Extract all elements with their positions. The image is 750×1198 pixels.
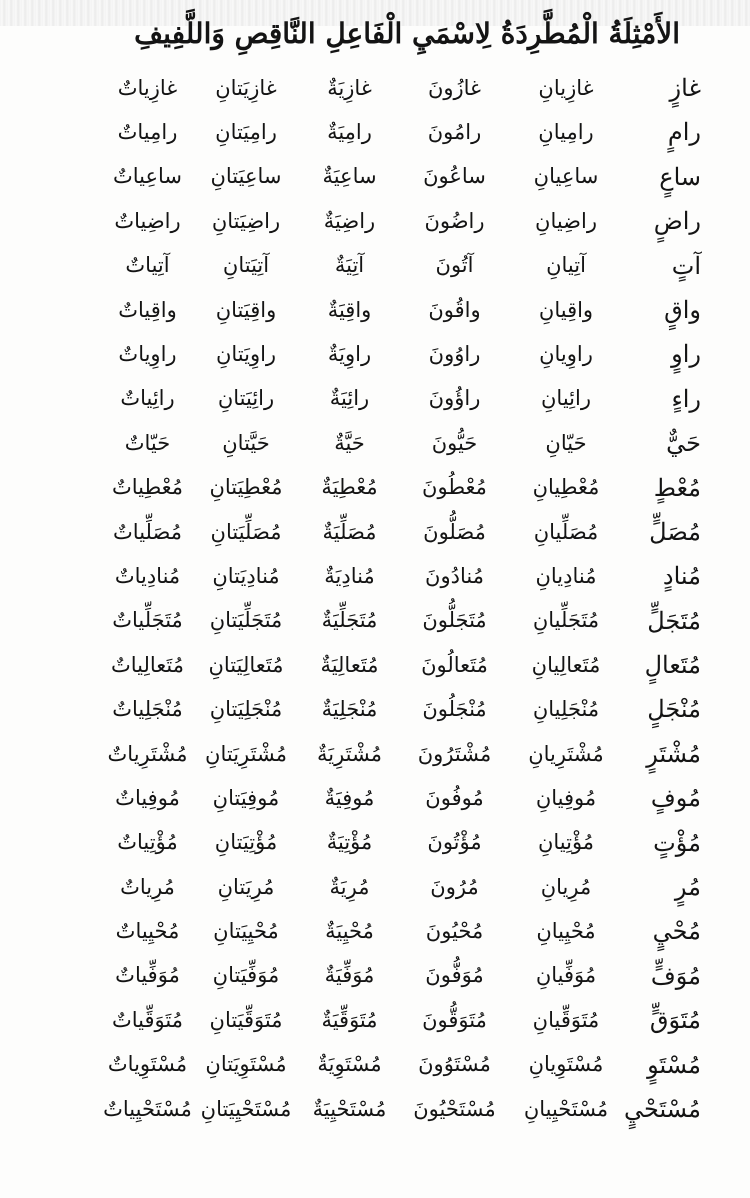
feminine-singular-cell: مُشْتَرِيَةٌ bbox=[316, 741, 382, 766]
base-form-cell: راضٍ bbox=[653, 207, 701, 236]
feminine-singular-cell: حَيَّةٌ bbox=[334, 430, 365, 455]
masculine-dual-cell: ساعِيانِ bbox=[533, 164, 599, 189]
base-form-cell: راءٍ bbox=[671, 384, 701, 413]
feminine-singular-cell: مُؤْتِيَةٌ bbox=[326, 830, 373, 855]
feminine-plural-cell: مُنْجَلِياتٌ bbox=[112, 697, 183, 722]
table-row bbox=[100, 66, 705, 110]
masculine-dual-cell: مُشْتَرِيانِ bbox=[528, 741, 604, 766]
base-form-cell: مُتَوَقٍّ bbox=[649, 1006, 701, 1035]
feminine-singular-cell: مُوَفِّيَةٌ bbox=[324, 963, 375, 988]
feminine-singular-cell: رامِيَةٌ bbox=[327, 120, 372, 145]
base-form-cell: مُنادٍ bbox=[662, 562, 701, 591]
feminine-dual-cell: مُشْتَرِيَتانِ bbox=[205, 741, 287, 766]
masculine-dual-cell: مُصَلِّيانِ bbox=[533, 519, 599, 544]
inflection-table bbox=[100, 66, 705, 1131]
feminine-plural-cell: ساعِياتٌ bbox=[112, 164, 183, 189]
base-form-cell: حَيٌّ bbox=[666, 429, 701, 458]
masculine-plural-cell: مُسْتَوُونَ bbox=[418, 1052, 491, 1077]
table-row bbox=[100, 554, 705, 598]
feminine-plural-cell: مُسْتَحْيِياتٌ bbox=[103, 1096, 192, 1121]
masculine-plural-cell: مُعْطُونَ bbox=[422, 475, 487, 500]
feminine-dual-cell: مُنادِيَتانِ bbox=[212, 563, 280, 588]
feminine-plural-cell: راوِياتٌ bbox=[118, 341, 177, 366]
feminine-dual-cell: مُؤْتِيَتانِ bbox=[214, 830, 278, 855]
feminine-plural-cell: مُرِياتٌ bbox=[120, 874, 175, 899]
feminine-singular-cell: مُتَعالِيَةٌ bbox=[320, 652, 379, 677]
feminine-singular-cell: مُنْجَلِيَةٌ bbox=[321, 697, 378, 722]
masculine-plural-cell: راؤُونَ bbox=[428, 386, 481, 411]
masculine-dual-cell: غازِيانِ bbox=[538, 75, 594, 100]
feminine-dual-cell: مُسْتَحْيِيَتانِ bbox=[200, 1096, 292, 1121]
feminine-dual-cell: حَيَّتانِ bbox=[222, 430, 270, 455]
masculine-dual-cell: مُسْتَوِيانِ bbox=[528, 1052, 604, 1077]
feminine-dual-cell: آتِيَتانِ bbox=[222, 253, 270, 278]
feminine-dual-cell: رائِيَتانِ bbox=[217, 386, 275, 411]
table-row bbox=[100, 332, 705, 376]
masculine-plural-cell: آتُونَ bbox=[435, 253, 474, 278]
feminine-dual-cell: مُتَوَقِّيَتانِ bbox=[209, 1007, 283, 1032]
feminine-singular-cell: مُحْيِيَةٌ bbox=[325, 919, 374, 944]
base-form-cell: ساعٍ bbox=[659, 162, 701, 191]
table-row bbox=[100, 288, 705, 332]
feminine-dual-cell: ساعِيَتانِ bbox=[210, 164, 282, 189]
feminine-dual-cell: غازِيَتانِ bbox=[215, 75, 277, 100]
table-row bbox=[100, 466, 705, 510]
page-title: الأَمْثِلَةُ الْمُطَّرِدَةُ لِاسْمَيِ الْفَاعِلِ النَّاقِصِ وَاللَّفِيفِ bbox=[134, 17, 680, 50]
base-form-cell: آتٍ bbox=[671, 251, 701, 280]
base-form-cell: غازٍ bbox=[669, 74, 701, 102]
masculine-dual-cell: مُتَجَلِّيانِ bbox=[532, 608, 600, 633]
feminine-plural-cell: آتِياتٌ bbox=[125, 253, 170, 278]
masculine-dual-cell: مُعْطِيانِ bbox=[532, 475, 600, 500]
feminine-singular-cell: مُصَلِّيَةٌ bbox=[322, 519, 377, 544]
table-row bbox=[100, 954, 705, 998]
masculine-plural-cell: مُنْجَلُونَ bbox=[422, 697, 487, 722]
masculine-dual-cell: مُسْتَحْيِيانِ bbox=[523, 1096, 609, 1121]
masculine-plural-cell: مُوفُونَ bbox=[425, 785, 484, 810]
table-row bbox=[100, 776, 705, 820]
masculine-dual-cell: مُتَوَقِّيانِ bbox=[532, 1007, 600, 1032]
masculine-plural-cell: مُؤْتُونَ bbox=[427, 830, 482, 855]
feminine-plural-cell: مُصَلِّياتٌ bbox=[113, 519, 182, 544]
feminine-dual-cell: مُرِيَتانِ bbox=[217, 874, 275, 899]
feminine-dual-cell: راوِيَتانِ bbox=[215, 341, 277, 366]
masculine-plural-cell: راضُونَ bbox=[424, 208, 485, 233]
table-row bbox=[100, 421, 705, 465]
feminine-plural-cell: رائِياتٌ bbox=[120, 386, 175, 411]
table-row bbox=[100, 1043, 705, 1087]
base-form-cell: مُصَلٍّ bbox=[649, 517, 701, 546]
feminine-plural-cell: رامِياتٌ bbox=[117, 120, 178, 145]
masculine-dual-cell: مُنْجَلِيانِ bbox=[532, 697, 600, 722]
base-form-cell: مُشْتَرٍ bbox=[646, 739, 701, 768]
feminine-plural-cell: مُنادِياتٌ bbox=[114, 563, 181, 588]
masculine-plural-cell: راوُونَ bbox=[428, 341, 481, 366]
masculine-plural-cell: مُتَعالُونَ bbox=[421, 652, 488, 677]
table-row bbox=[100, 732, 705, 776]
table-row bbox=[100, 199, 705, 243]
masculine-plural-cell: مُرُونَ bbox=[430, 874, 479, 899]
table-row bbox=[100, 909, 705, 953]
masculine-dual-cell: مُرِيانِ bbox=[540, 874, 592, 899]
table-row bbox=[100, 155, 705, 199]
masculine-plural-cell: ساعُونَ bbox=[423, 164, 486, 189]
table-row bbox=[100, 643, 705, 687]
masculine-dual-cell: مُؤْتِيانِ bbox=[537, 830, 595, 855]
masculine-plural-cell: مُشْتَرُونَ bbox=[417, 741, 492, 766]
masculine-dual-cell: مُحْيِيانِ bbox=[536, 919, 596, 944]
masculine-dual-cell: واقِيانِ bbox=[538, 297, 594, 322]
feminine-singular-cell: غازِيَةٌ bbox=[327, 75, 372, 100]
feminine-singular-cell: مُتَوَقِّيَةٌ bbox=[321, 1007, 378, 1032]
feminine-plural-cell: راضِياتٌ bbox=[114, 208, 181, 233]
masculine-plural-cell: مُسْتَحْيُونَ bbox=[413, 1096, 496, 1121]
feminine-plural-cell: مُتَجَلِّياتٌ bbox=[112, 608, 183, 633]
feminine-dual-cell: مُصَلِّيَتانِ bbox=[210, 519, 282, 544]
base-form-cell: مُسْتَحْيٍ bbox=[623, 1094, 701, 1123]
feminine-dual-cell: مُتَعالِيَتانِ bbox=[208, 652, 284, 677]
masculine-plural-cell: واقُونَ bbox=[428, 297, 481, 322]
table-row bbox=[100, 510, 705, 554]
table-row bbox=[100, 244, 705, 288]
feminine-plural-cell: مُوفِياتٌ bbox=[115, 785, 180, 810]
feminine-singular-cell: راوِيَةٌ bbox=[327, 341, 372, 366]
base-form-cell: واقٍ bbox=[664, 295, 701, 324]
feminine-singular-cell: راضِيَةٌ bbox=[323, 208, 376, 233]
masculine-dual-cell: آتِيانِ bbox=[546, 253, 586, 278]
table-row bbox=[100, 998, 705, 1042]
base-form-cell: مُؤْتٍ bbox=[653, 828, 701, 857]
feminine-plural-cell: غازِياتٌ bbox=[117, 75, 178, 100]
feminine-plural-cell: مُسْتَوِياتٌ bbox=[107, 1052, 188, 1077]
table-row bbox=[100, 1087, 705, 1131]
feminine-dual-cell: راضِيَتانِ bbox=[211, 208, 281, 233]
feminine-singular-cell: مُسْتَوِيَةٌ bbox=[317, 1052, 382, 1077]
base-form-cell: مُتَعالٍ bbox=[644, 651, 701, 680]
masculine-plural-cell: رامُونَ bbox=[427, 120, 482, 145]
feminine-plural-cell: مُشْتَرِياتٌ bbox=[107, 741, 188, 766]
feminine-plural-cell: مُحْيِياتٌ bbox=[115, 919, 180, 944]
masculine-dual-cell: راضِيانِ bbox=[535, 208, 597, 233]
base-form-cell: مُوَفٍّ bbox=[650, 961, 701, 990]
masculine-plural-cell: غازُونَ bbox=[427, 75, 482, 100]
masculine-plural-cell: حَيُّونَ bbox=[431, 430, 478, 455]
feminine-dual-cell: رامِيَتانِ bbox=[215, 120, 277, 145]
feminine-dual-cell: واقِيَتانِ bbox=[215, 297, 277, 322]
base-form-cell: مُوفٍ bbox=[650, 784, 701, 813]
feminine-singular-cell: رائِيَةٌ bbox=[329, 386, 370, 411]
feminine-plural-cell: واقِياتٌ bbox=[118, 297, 177, 322]
feminine-dual-cell: مُعْطِيَتانِ bbox=[209, 475, 283, 500]
feminine-singular-cell: مُسْتَحْيِيَةٌ bbox=[312, 1096, 387, 1121]
feminine-dual-cell: مُوفِيَتانِ bbox=[212, 785, 280, 810]
base-form-cell: مُسْتَوٍ bbox=[647, 1050, 701, 1079]
feminine-singular-cell: واقِيَةٌ bbox=[327, 297, 372, 322]
feminine-plural-cell: مُتَعالِياتٌ bbox=[110, 652, 185, 677]
table-row bbox=[100, 377, 705, 421]
feminine-plural-cell: حَيّاتٌ bbox=[124, 430, 171, 455]
feminine-dual-cell: مُتَجَلِّيَتانِ bbox=[209, 608, 283, 633]
feminine-singular-cell: مُرِيَةٌ bbox=[329, 874, 370, 899]
masculine-plural-cell: مُتَجَلُّونَ bbox=[422, 608, 487, 633]
masculine-dual-cell: مُتَعالِيانِ bbox=[531, 652, 601, 677]
feminine-dual-cell: مُوَفِّيَتانِ bbox=[212, 963, 280, 988]
feminine-plural-cell: مُتَوَقِّياتٌ bbox=[112, 1007, 183, 1032]
base-form-cell: رامٍ bbox=[667, 118, 701, 147]
table-row bbox=[100, 599, 705, 643]
feminine-singular-cell: مُنادِيَةٌ bbox=[324, 563, 375, 588]
feminine-singular-cell: ساعِيَةٌ bbox=[322, 164, 377, 189]
masculine-plural-cell: مُنادُونَ bbox=[425, 563, 484, 588]
table-row bbox=[100, 865, 705, 909]
base-form-cell: راوٍ bbox=[671, 340, 701, 369]
feminine-singular-cell: مُعْطِيَةٌ bbox=[321, 475, 378, 500]
base-form-cell: مُنْجَلٍ bbox=[647, 695, 701, 724]
feminine-singular-cell: آتِيَةٌ bbox=[334, 253, 365, 278]
feminine-plural-cell: مُوَفِّياتٌ bbox=[115, 963, 180, 988]
feminine-singular-cell: مُوفِيَةٌ bbox=[324, 785, 375, 810]
table-row bbox=[100, 687, 705, 731]
feminine-plural-cell: مُؤْتِياتٌ bbox=[117, 830, 178, 855]
masculine-dual-cell: رامِيانِ bbox=[538, 120, 594, 145]
feminine-dual-cell: مُحْيِيَتانِ bbox=[213, 919, 279, 944]
masculine-dual-cell: مُوفِيانِ bbox=[535, 785, 597, 810]
base-form-cell: مُحْيٍ bbox=[652, 917, 701, 946]
table-row bbox=[100, 110, 705, 154]
masculine-plural-cell: مُوَفُّونَ bbox=[425, 963, 484, 988]
masculine-plural-cell: مُتَوَقُّونَ bbox=[422, 1007, 487, 1032]
masculine-dual-cell: حَيّانِ bbox=[545, 430, 587, 455]
base-form-cell: مُتَجَلٍّ bbox=[647, 606, 701, 635]
feminine-dual-cell: مُسْتَوِيَتانِ bbox=[205, 1052, 287, 1077]
feminine-singular-cell: مُتَجَلِّيَةٌ bbox=[321, 608, 378, 633]
masculine-dual-cell: مُنادِيانِ bbox=[535, 563, 597, 588]
base-form-cell: مُعْطٍ bbox=[653, 473, 701, 502]
feminine-dual-cell: مُنْجَلِيَتانِ bbox=[209, 697, 283, 722]
table-row bbox=[100, 821, 705, 865]
masculine-dual-cell: مُوَفِّيانِ bbox=[535, 963, 597, 988]
feminine-plural-cell: مُعْطِياتٌ bbox=[111, 475, 184, 500]
masculine-dual-cell: رائِيانِ bbox=[541, 386, 591, 411]
masculine-plural-cell: مُصَلُّونَ bbox=[423, 519, 486, 544]
base-form-cell: مُرٍ bbox=[674, 873, 701, 902]
masculine-plural-cell: مُحْيُونَ bbox=[425, 919, 484, 944]
masculine-dual-cell: راوِيانِ bbox=[539, 341, 593, 366]
